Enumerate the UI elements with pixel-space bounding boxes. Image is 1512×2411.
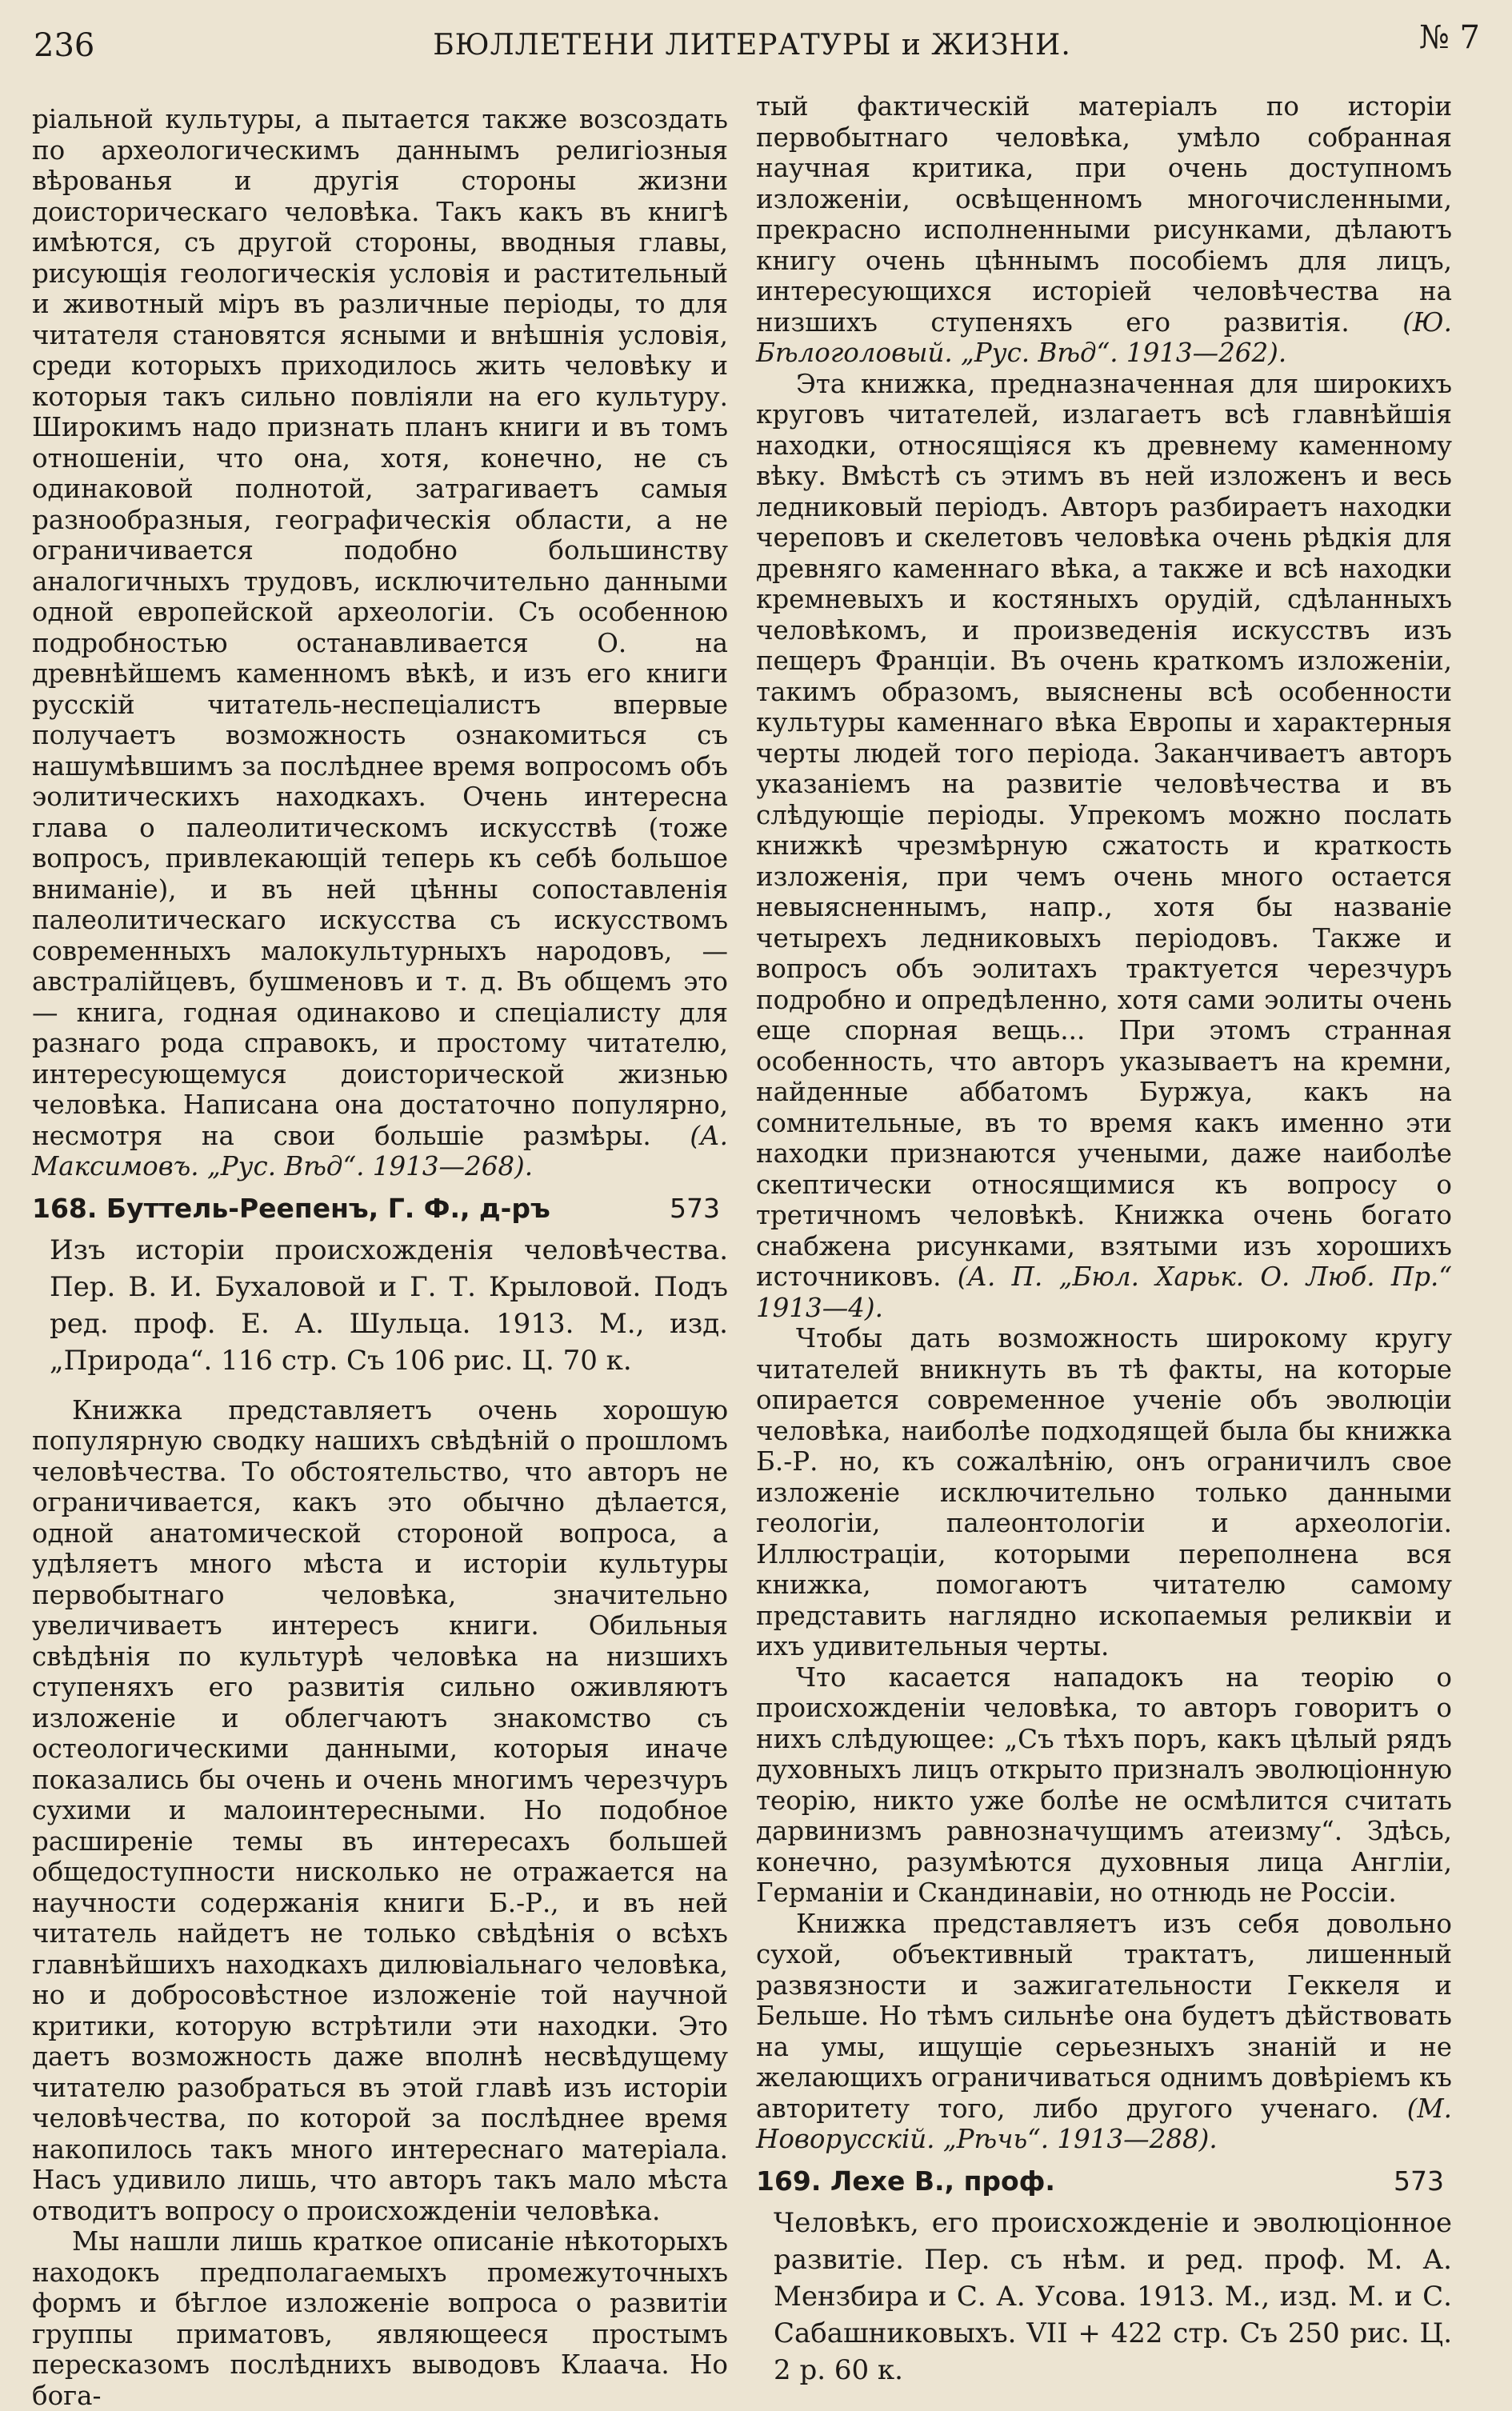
paragraph: Книжка представляетъ изъ себя довольно сухой, объективный трактатъ, лишенный развязности и зажигательности Геккеля и Бельше. Но тѣмъ сильнѣе она будетъ дѣйствовать на умы, ищущіе серьезныхъ знаній и не желающихъ ограничиваться однимъ довѣріемъ къ авторитету того, либо другого ученаго. (М. Новорусскій. „Рѣчь“. 1913—288). bbox=[756, 1908, 1452, 2154]
review-citation: (А. П. „Бюл. Харьк. О. Люб. Пр.“ 1913—4). bbox=[756, 1261, 1452, 1323]
page-number: 236 bbox=[34, 27, 95, 64]
entry-heading: 169. Лехе В., проф. 573 bbox=[756, 2165, 1444, 2197]
paragraph: Мы нашли лишь краткое описаніе нѣкоторыхъ находокъ предполагаемыхъ промежуточныхъ формъ и бѣглое изложеніе вопроса о развитіи группы приматовъ, являющееся простымъ пересказомъ послѣднихъ выводовъ Клаача. Но бога- bbox=[32, 2226, 728, 2411]
review-citation: (Ю. Бѣлоголовый. „Рус. Вѣд“. 1913—262). bbox=[756, 306, 1452, 368]
paragraph: тый фактическій матеріалъ по исторіи первобытнаго человѣка, умѣло собранная научная критика, при очень доступномъ изложеніи, освѣщенномъ многочисленными, прекрасно исполненными рисунками, дѣлаютъ книгу очень цѣннымъ пособіемъ для лицъ, интересующихся исторіей человѣчества на низшихъ ступеняхъ его развитія. (Ю. Бѣлоголовый. „Рус. Вѣд“. 1913—262). bbox=[756, 91, 1452, 368]
left-column bbox=[32, 104, 728, 2411]
paragraph: Чтобы дать возможность широкому кругу читателей вникнуть въ тѣ факты, на которые опирается современное ученіе объ эволюціи человѣка, наиболѣе подходящей была бы книжка Б.-Р. но, къ сожалѣнію, онъ ограничилъ свое изложеніе исключительно только данными геологіи, палеонтологіи и археологіи. Иллюстраціи, которыми переполнена вся книжка, помогаютъ читателю самому представить наглядно ископаемыя реликвіи и ихъ удивительныя черты. bbox=[756, 1323, 1452, 1661]
page-header bbox=[24, 14, 1480, 62]
paragraph: ріальной культуры, а пытается также возсоздать по археологическимъ даннымъ религіозныя вѣрованья и другія стороны жизни доисторическаго человѣка. Такъ какъ въ книгѣ имѣются, съ другой стороны, вводныя главы, рисующія геологическія условія и растительный и животный міръ въ различные періоды, то для читателя становятся ясными и внѣшнія условія, среди которыхъ приходилось жить человѣку и которыя такъ сильно повліяли на его культуру. Широкимъ надо признать планъ книги и въ томъ отношеніи, что она, хотя, конечно, не съ одинаковой полнотой, затрагиваетъ самыя разнообразныя, географическія области, а не ограничивается подобно большинству аналогичныхъ трудовъ, исключительно данными одной европейской археологіи. Съ особенною подробностью останавливается О. на древнѣйшемъ каменномъ вѣкѣ, и изъ его книги русскій читатель-неспеціалистъ впервые получаетъ возможность ознакомиться съ нашумѣвшимъ за послѣднее время вопросомъ объ эолитическихъ находкахъ. Очень интересна глава о палеолитическомъ искусствѣ (тоже вопросъ, привлекающій теперь къ себѣ большое вниманіе), и въ ней цѣнны сопоставленія палеолитическаго искусства съ искусствомъ современныхъ малокультурныхъ народовъ, — австралійцевъ, бушменовъ и т. д. Въ общемъ это — книга, годная одинаково и спеціалисту для разнаго рода справокъ, и простому читателю, интересующемуся доисторической жизнью человѣка. Написана она достаточно популярно, несмотря на свои большіе размѣры. (А. Максимовъ. „Рус. Вѣд“. 1913—268). bbox=[32, 104, 728, 1182]
entry-169 bbox=[756, 2165, 1452, 2389]
paragraph: Книжка представляетъ очень хорошую популярную сводку нашихъ свѣдѣній о прошломъ человѣчества. То обстоятельство, что авторъ не ограничивается, какъ это обычно дѣлается, одной анатомической стороной вопроса, а удѣляетъ много мѣста и исторіи культуры первобытнаго человѣка, значительно увеличиваетъ интересъ книги. Обильныя свѣдѣнія по культурѣ человѣка на низшихъ ступеняхъ его развитія сильно оживляютъ изложеніе и облегчаютъ знакомство съ остеологическими данными, которыя иначе показались бы очень и очень многимъ черезчуръ сухими и малоинтересными. Но подобное расширеніе темы въ интересахъ большей общедоступности нисколько не отражается на научности содержанія книги Б.-Р., и въ ней читатель найдетъ не только свѣдѣнія о всѣхъ главнѣйшихъ находкахъ дилювіальнаго человѣка, но и добросовѣстное изложеніе той научной критики, которую встрѣтили эти находки. Это даетъ возможность даже вполнѣ несвѣдущему читателю разобраться въ этой главѣ изъ исторіи человѣчества, по которой за послѣднее время накопилось такъ много интереснаго матеріала. Насъ удивило лишь, что авторъ такъ мало мѣста отводитъ вопросу о происхожденіи человѣка. bbox=[32, 1394, 728, 2226]
entry-title: Человѣкъ, его происхожденіе и эволюціонное развитіе. Пер. съ нѣм. и ред. проф. М. А. Мензбира и С. А. Усова. 1913. М., изд. М. и С. Сабашниковыхъ. VII + 422 стр. Съ 250 рис. Ц. 2 р. 60 к. bbox=[774, 2206, 1452, 2386]
running-title: БЮЛЛЕТЕНИ ЛИТЕРАТУРЫ и ЖИЗНИ. bbox=[433, 29, 1071, 62]
entry-heading: 168. Буттель-Реепенъ, Г. Ф., д-ръ 573 bbox=[32, 1192, 720, 1224]
paragraph: Эта книжка, предназначенная для широкихъ круговъ читателей, излагаетъ всѣ главнѣйшія находки, относящіяся къ древнему каменному вѣку. Вмѣстѣ съ этимъ въ ней изложенъ и весь ледниковый періодъ. Авторъ разбираетъ находки череповъ и скелетовъ человѣка очень рѣдкія для древняго каменнаго вѣка, а также и всѣ находки кремневыхъ и костяныхъ орудій, сдѣланныхъ человѣкомъ, и произведенія искусствъ изъ пещеръ Франціи. Въ очень краткомъ изложеніи, такимъ образомъ, выяснены всѣ особенности культуры каменнаго вѣка Европы и характерныя черты людей того періода. Заканчиваетъ авторъ указаніемъ на развитіе человѣчества и въ слѣдующіе періоды. Упрекомъ можно послать книжкѣ чрезмѣрную сжатость и краткость изложенія, при чемъ очень много остается невыясненнымъ, напр., хотя бы названіе четырехъ ледниковыхъ періодовъ. Также и вопросъ объ эолитахъ трактуется черезчуръ подробно и опредѣленно, хотя сами эолиты очень еще спорная вещь... При этомъ странная особенность, что авторъ указываетъ на кремни, найденные аббатомъ Буржуа, какъ на сомнительные, въ то время какъ именно эти находки признаются учеными, даже наиболѣе скептически относящимися къ вопросу о третичномъ человѣкѣ. Книжка очень богато снабжена рисунками, взятыми изъ хорошихъ источниковъ. (А. П. „Бюл. Харьк. О. Люб. Пр.“ 1913—4). bbox=[756, 368, 1452, 1323]
review-citation: (А. Максимовъ. „Рус. Вѣд“. 1913—268). bbox=[32, 1120, 728, 1182]
classification-code: 573 bbox=[670, 1192, 720, 1224]
entry-title: Изъ исторіи происхожденія человѣчества. Пер. В. И. Бухаловой и Г. Т. Крыловой. Подъ ред. проф. Е. А. Шульца. 1913. М., изд. „Природа“. 116 стр. Съ 106 рис. Ц. 70 к. bbox=[50, 1233, 728, 1377]
entry-168 bbox=[32, 1192, 728, 1379]
classification-code: 573 bbox=[1394, 2165, 1444, 2197]
right-column bbox=[756, 91, 1452, 2405]
review-citation: (М. Новорусскій. „Рѣчь“. 1913—288). bbox=[756, 2093, 1452, 2154]
paragraph: Что касается нападокъ на теорію о происхожденіи человѣка, то авторъ говоритъ о нихъ слѣдующее: „Съ тѣхъ поръ, какъ цѣлый рядъ духовныхъ лицъ открыто призналъ эволюціонную теорію, никто уже болѣе не осмѣлится считать дарвинизмъ равнозначущимъ атеизму“. Здѣсь, конечно, разумѣются духовныя лица Англіи, Германіи и Скандинавіи, но отнюдь не Россіи. bbox=[756, 1661, 1452, 1908]
issue-number: № 7 bbox=[1418, 19, 1480, 56]
